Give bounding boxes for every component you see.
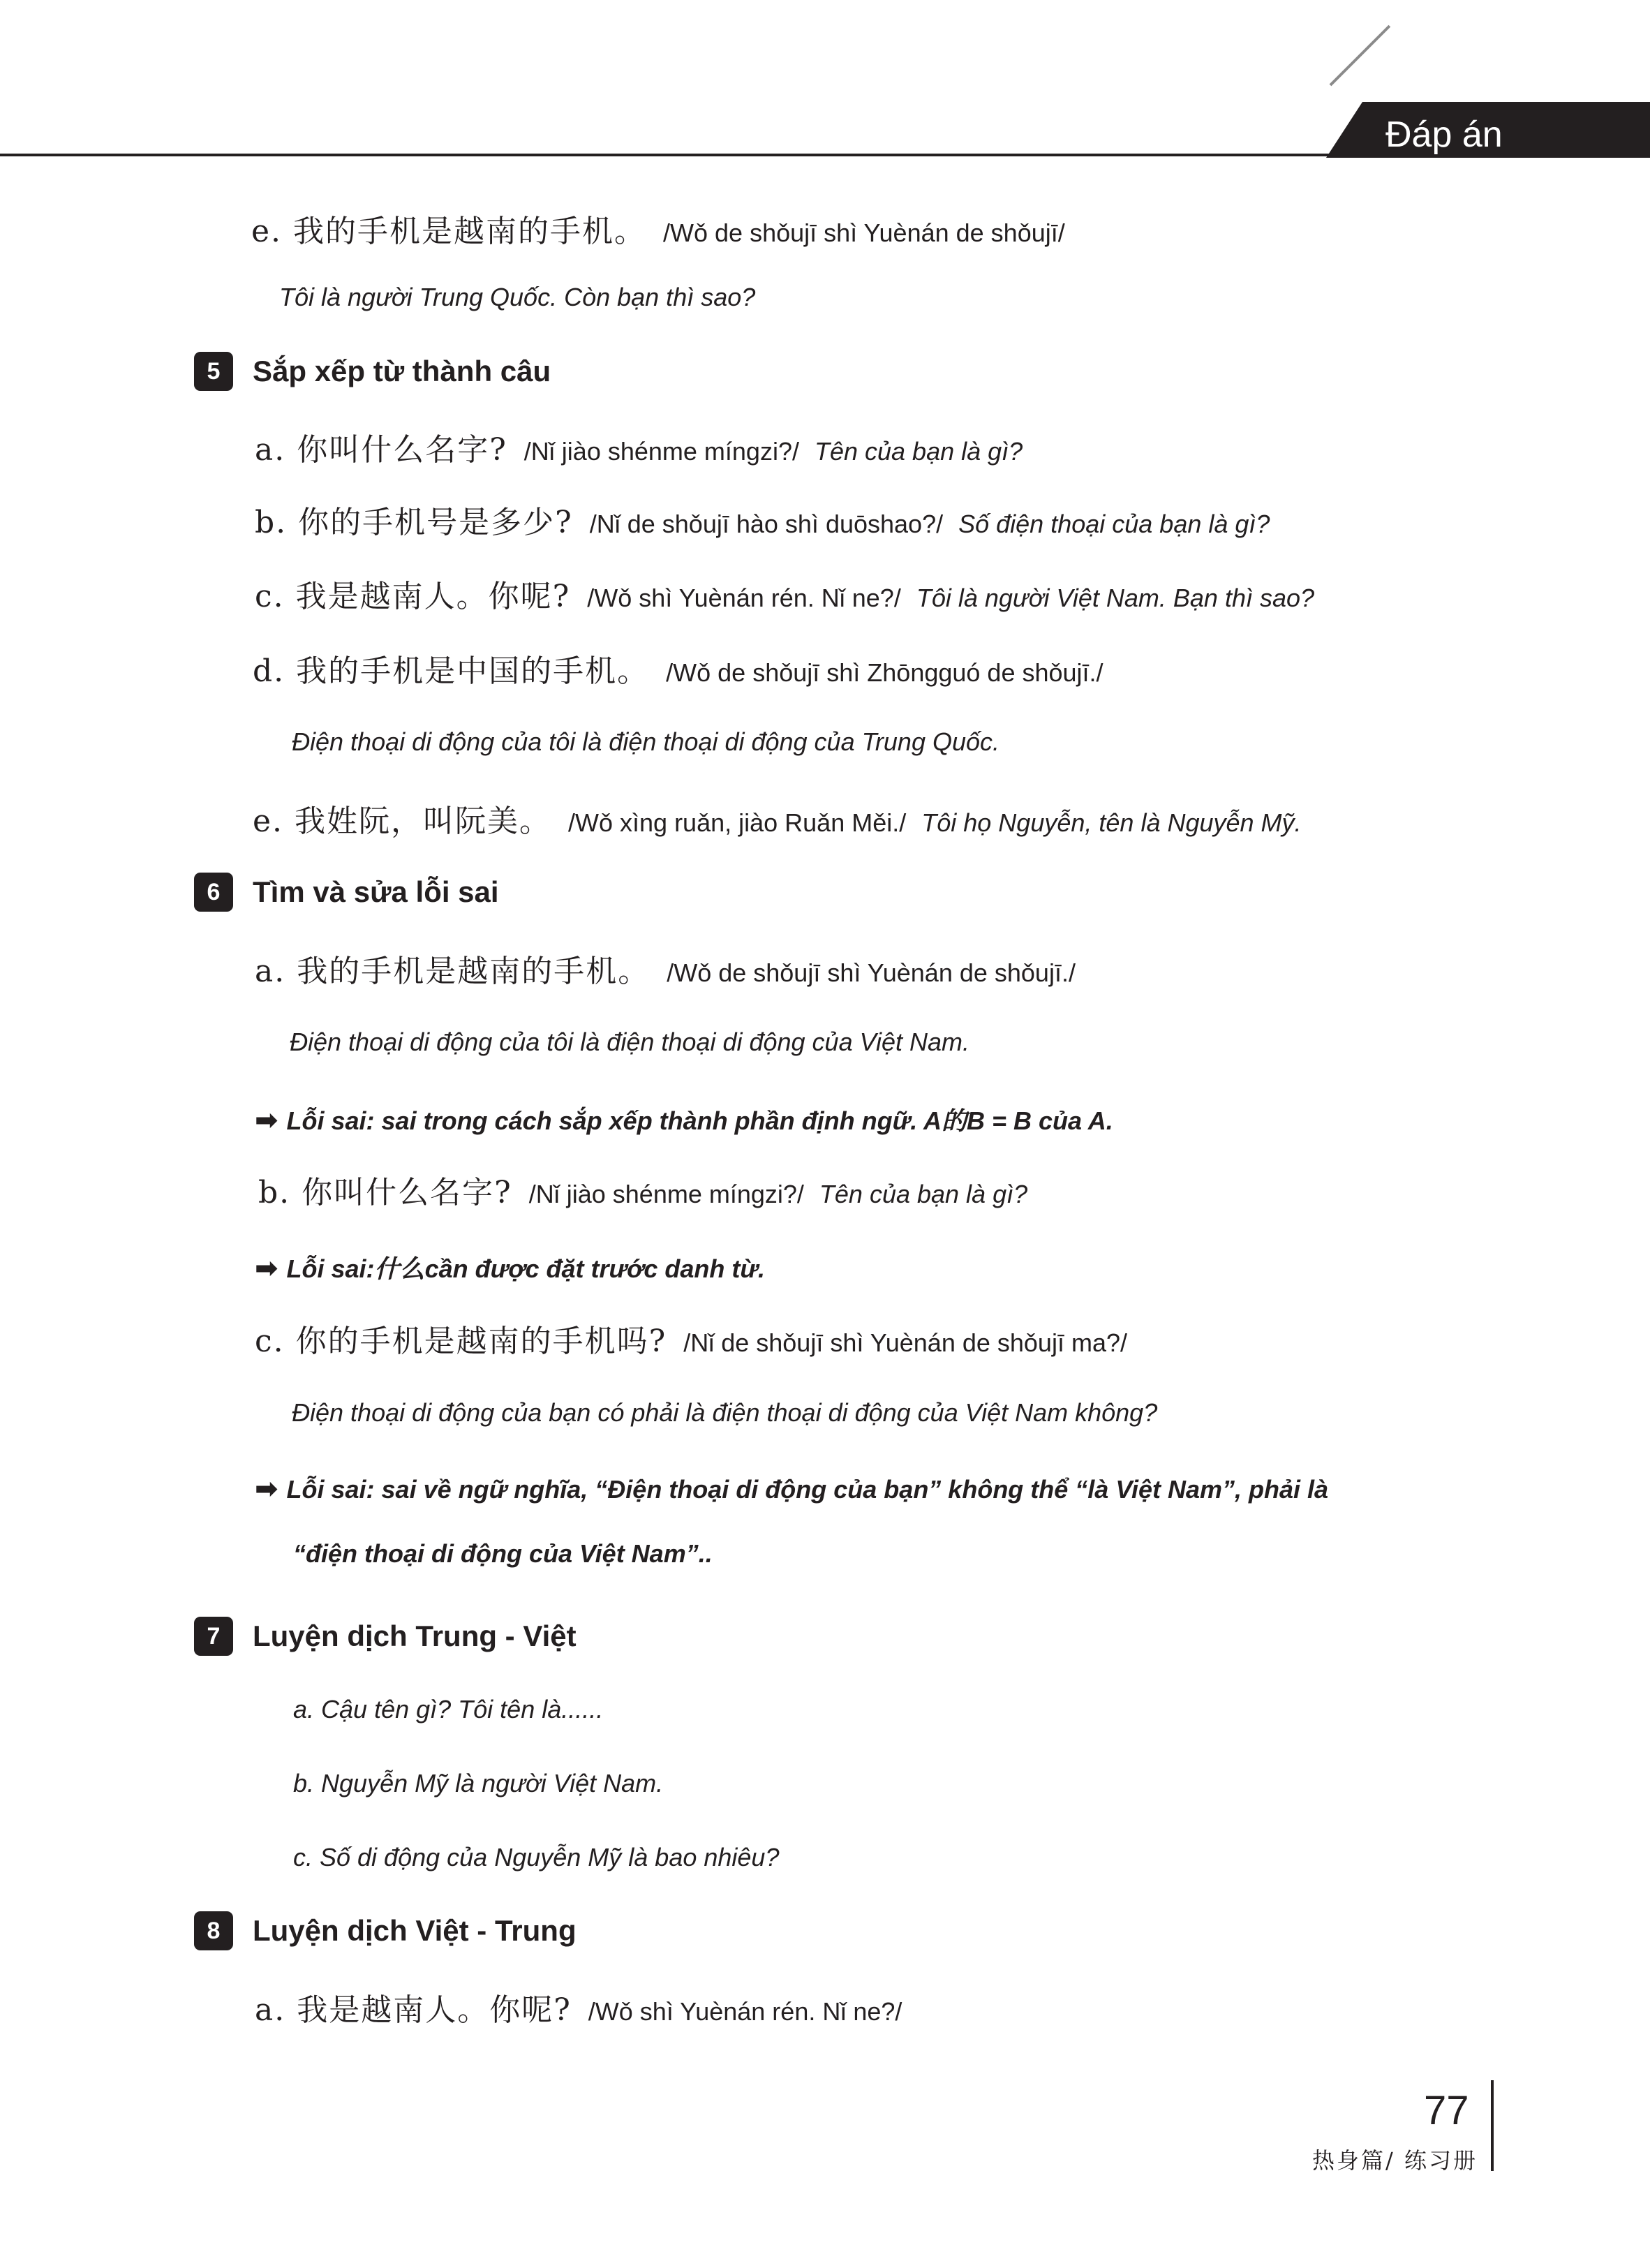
pinyin: /Nǐ jiào shénme míngzi?/ bbox=[523, 437, 799, 466]
chinese-sentence: e. 我姓阮，叫阮美。 bbox=[253, 803, 552, 839]
section-title: Sắp xếp từ thành câu bbox=[253, 355, 551, 387]
answer-item bbox=[255, 1985, 917, 2029]
arrow-right-icon: ➡ bbox=[255, 1252, 278, 1284]
answer-item bbox=[258, 1167, 1027, 1212]
translation-item: c. Số di động của Nguyễn Mỹ là bao nhiêu? bbox=[293, 1843, 780, 1872]
header-rule bbox=[0, 154, 1368, 156]
section-5-heading bbox=[194, 352, 551, 391]
chinese-sentence: a. 我的手机是越南的手机。 bbox=[255, 954, 651, 989]
section-title: Luyện dịch Việt - Trung bbox=[253, 1914, 577, 1947]
translation: Tên của bạn là gì? bbox=[814, 437, 1023, 466]
section-number-badge: 6 bbox=[194, 873, 233, 912]
section-number-badge: 7 bbox=[194, 1617, 233, 1656]
pinyin: /Wǒ xìng ruǎn, jiào Ruǎn Měi./ bbox=[568, 808, 907, 837]
pinyin: /Wǒ shì Yuènán rén. Nǐ ne?/ bbox=[587, 584, 901, 612]
section-number-badge: 5 bbox=[194, 352, 233, 391]
translation: Tôi họ Nguyễn, tên là Nguyễn Mỹ. bbox=[921, 808, 1302, 837]
section-7-heading bbox=[194, 1617, 577, 1656]
section-6-heading bbox=[194, 873, 499, 912]
translation-item: a. Cậu tên gì? Tôi tên là...... bbox=[293, 1695, 604, 1724]
answer-item bbox=[255, 946, 1091, 991]
chinese-sentence: d. 我的手机是中国的手机。 bbox=[253, 653, 650, 689]
section-title: Tìm và sửa lỗi sai bbox=[253, 875, 499, 908]
pinyin: /Wǒ shì Yuènán rén. Nǐ ne?/ bbox=[588, 1997, 902, 2026]
chinese-sentence: e. 我的手机是越南的手机。 bbox=[251, 214, 647, 249]
arrow-right-icon: ➡ bbox=[255, 1104, 278, 1136]
header-decoration bbox=[1330, 25, 1391, 87]
translation: Điện thoại di động của bạn có phải là điện thoại di động của Việt Nam không? bbox=[292, 1398, 1158, 1427]
page-number: 77 bbox=[1424, 2088, 1469, 2133]
page-number-rule bbox=[1491, 2080, 1494, 2171]
translation: Số điện thoại của bạn là gì? bbox=[958, 510, 1270, 538]
chinese-sentence: a. 我是越南人。你呢? bbox=[255, 1992, 572, 2028]
book-label: 热身篇/ 练习册 bbox=[1312, 2147, 1478, 2174]
translation: Tôi là người Trung Quốc. Còn bạn thì sao? bbox=[279, 283, 756, 311]
translation: Điện thoại di động của tôi là điện thoại di động của Trung Quốc. bbox=[292, 727, 1000, 756]
chinese-sentence: a. 你叫什么名字? bbox=[255, 432, 507, 468]
error-note-continued: “điện thoại di động của Việt Nam”.. bbox=[293, 1539, 713, 1568]
chinese-sentence: c. 我是越南人。你呢? bbox=[255, 579, 571, 614]
pinyin: /Wǒ de shǒujī shì Zhōngguó de shǒujī./ bbox=[666, 658, 1103, 687]
translation: Tên của bạn là gì? bbox=[819, 1180, 1028, 1208]
answer-item bbox=[251, 206, 1080, 251]
section-8-heading bbox=[194, 1911, 577, 1950]
pinyin: /Nǐ de shǒujī hào shì duōshao?/ bbox=[589, 510, 944, 538]
chinese-sentence: b. 你叫什么名字? bbox=[258, 1175, 512, 1210]
arrow-right-icon: ➡ bbox=[255, 1473, 278, 1505]
chinese-sentence: b. 你的手机号是多少? bbox=[255, 505, 573, 540]
pinyin: /Wǒ de shǒujī shì Yuènán de shǒujī/ bbox=[663, 218, 1065, 247]
answer-item bbox=[255, 1316, 1143, 1361]
answer-item bbox=[253, 796, 1302, 840]
translation-item: b. Nguyễn Mỹ là người Việt Nam. bbox=[293, 1769, 664, 1798]
translation: Điện thoại di động của tôi là điện thoại di động của Việt Nam. bbox=[290, 1028, 969, 1056]
header-tab-label: Đáp án bbox=[1385, 114, 1503, 155]
answer-item bbox=[255, 424, 1023, 469]
section-number-badge: 8 bbox=[194, 1911, 233, 1950]
translation: Tôi là người Việt Nam. Bạn thì sao? bbox=[916, 584, 1315, 612]
pinyin: /Wǒ de shǒujī shì Yuènán de shǒujī./ bbox=[667, 958, 1076, 987]
error-note: ➡ Lỗi sai: 什么 cần được đặt trước danh từ. bbox=[255, 1252, 766, 1284]
answer-item bbox=[255, 571, 1314, 616]
error-note: ➡ Lỗi sai: sai về ngữ nghĩa, “Điện thoại di động của bạn” không thể “là Việt Nam”, phải là bbox=[255, 1473, 1329, 1505]
answer-item bbox=[253, 646, 1119, 690]
chinese-sentence: c. 你的手机是越南的手机吗? bbox=[255, 1324, 667, 1359]
error-note: ➡ Lỗi sai: sai trong cách sắp xếp thành phần định ngữ. A 的 B = B của A. bbox=[255, 1104, 1113, 1136]
section-title: Luyện dịch Trung - Việt bbox=[253, 1620, 577, 1652]
pinyin: /Nǐ de shǒujī shì Yuènán de shǒujī ma?/ bbox=[683, 1328, 1127, 1357]
pinyin: /Nǐ jiào shénme míngzi?/ bbox=[528, 1180, 804, 1208]
answer-item bbox=[255, 497, 1270, 542]
